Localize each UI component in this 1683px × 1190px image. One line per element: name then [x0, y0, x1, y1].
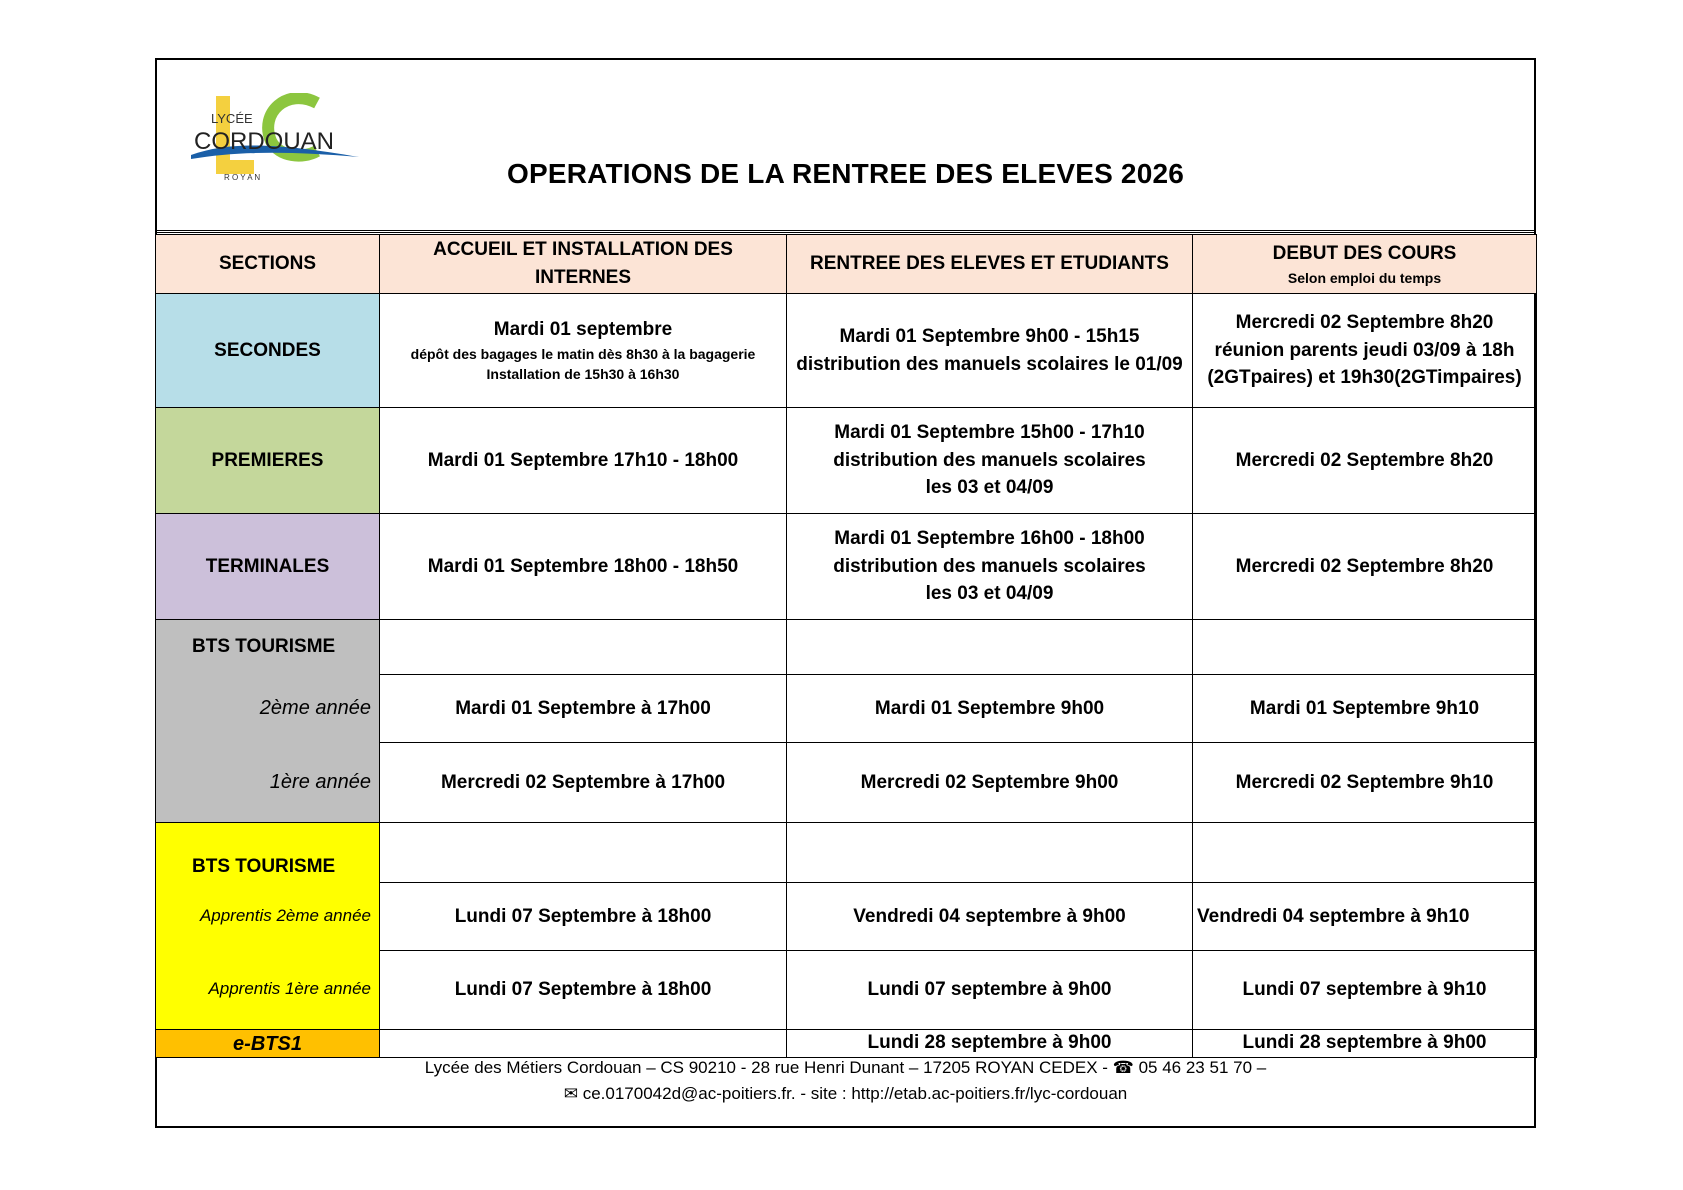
premieres-rentree	[787, 408, 1193, 514]
bts-2e-annee-debut: Mardi 01 Septembre 9h10	[1193, 675, 1537, 743]
ebts-accueil	[380, 1030, 787, 1058]
header-rentree: RENTREE DES ELEVES ET ETUDIANTS	[787, 235, 1193, 294]
terminales-debut: Mercredi 02 Septembre 8h20	[1193, 514, 1537, 620]
table-row-ebts	[156, 1030, 1537, 1058]
secondes-debut-reunion: réunion parents jeudi 03/09 à 18h	[1214, 339, 1515, 361]
bts-1re-annee-rentree: Mercredi 02 Septembre 9h00	[787, 743, 1193, 823]
bts-app-title-rentree-empty	[787, 823, 1193, 883]
section-bts-tourisme-apprentis: BTS TOURISME	[156, 823, 380, 883]
bts-1re-annee-accueil: Mercredi 02 Septembre à 17h00	[380, 743, 787, 823]
header-accueil: ACCUEIL ET INSTALLATION DES INTERNES	[380, 235, 787, 294]
secondes-accueil-bagages: dépôt des bagages le matin dès 8h30 à la bagagerie	[410, 345, 756, 362]
section-terminales: TERMINALES	[156, 514, 380, 620]
bts-app-title-accueil-empty	[380, 823, 787, 883]
bts-app-2e-annee-debut: Vendredi 04 septembre à 9h10	[1193, 883, 1537, 951]
bts-title-accueil-empty	[380, 620, 787, 675]
table-row-bts-1re-annee	[156, 743, 1537, 823]
header-sections: SECTIONS	[156, 235, 380, 294]
section-secondes: SECONDES	[156, 294, 380, 408]
secondes-rentree	[787, 294, 1193, 408]
terminales-rentree-manuels: distribution des manuels scolaires	[833, 555, 1146, 577]
premieres-debut: Mercredi 02 Septembre 8h20	[1193, 408, 1537, 514]
footer-address: Lycée des Métiers Cordouan – CS 90210 - 28 rue Henri Dunant – 17205 ROYAN CEDEX - ☎ 05 46 23 51 70 –	[424, 1058, 1267, 1077]
bts-app-1re-annee-rentree: Lundi 07 septembre à 9h00	[787, 951, 1193, 1030]
secondes-accueil	[380, 294, 787, 408]
premieres-rentree-manuels: distribution des manuels scolaires	[833, 449, 1146, 471]
ebts-debut: Lundi 28 septembre à 9h00	[1193, 1030, 1537, 1058]
table-row-terminales	[156, 514, 1537, 620]
rentree-table	[155, 234, 1537, 1058]
premieres-accueil: Mardi 01 Septembre 17h10 - 18h00	[380, 408, 787, 514]
terminales-rentree-date: Mardi 01 Septembre 16h00 - 18h00	[834, 528, 1145, 550]
logo-text-lycee: LYCÉE	[211, 111, 253, 126]
footer-contact	[155, 1055, 1536, 1107]
header-rule	[155, 230, 1536, 233]
secondes-debut-reunion-groups: (2GTpaires) et 19h30(2GTimpaires)	[1207, 367, 1522, 389]
table-row-bts-app-title	[156, 823, 1537, 883]
terminales-accueil: Mardi 01 Septembre 18h00 - 18h50	[380, 514, 787, 620]
terminales-rentree-dates-manuels: les 03 et 04/09	[925, 583, 1054, 605]
premieres-rentree-date: Mardi 01 Septembre 15h00 - 17h10	[834, 422, 1145, 444]
bts-1re-annee-label: 1ère année	[156, 743, 380, 823]
table-row-secondes	[156, 294, 1537, 408]
table-row-bts-app-2e-annee	[156, 883, 1537, 951]
header-debut-subtitle: Selon emploi du temps	[1287, 269, 1442, 286]
bts-app-title-debut-empty	[1193, 823, 1537, 883]
secondes-rentree-date: Mardi 01 Septembre 9h00 - 15h15	[839, 325, 1140, 347]
section-ebts1: e-BTS1	[156, 1030, 380, 1058]
bts-app-1re-annee-label: Apprentis 1ère année	[156, 951, 380, 1030]
secondes-debut	[1193, 294, 1537, 408]
secondes-accueil-date: Mardi 01 septembre	[493, 319, 673, 341]
table-row-bts-2e-annee	[156, 675, 1537, 743]
logo-text-cordouan: CORDOUAN	[194, 128, 335, 155]
bts-1re-annee-debut: Mercredi 02 Septembre 9h10	[1193, 743, 1537, 823]
table-row-bts-title	[156, 620, 1537, 675]
section-premieres: PREMIERES	[156, 408, 380, 514]
page-title: OPERATIONS DE LA RENTREE DES ELEVES 2026	[506, 158, 1185, 189]
bts-2e-annee-rentree: Mardi 01 Septembre 9h00	[787, 675, 1193, 743]
section-bts-tourisme: BTS TOURISME	[156, 620, 380, 675]
bts-app-2e-annee-label: Apprentis 2ème année	[156, 883, 380, 951]
footer-email-site: ✉ ce.0170042d@ac-poitiers.fr. - site : http://etab.ac-poitiers.fr/lyc-cordouan	[563, 1084, 1128, 1103]
table-header-row	[156, 235, 1537, 294]
bts-app-1re-annee-debut: Lundi 07 septembre à 9h10	[1193, 951, 1537, 1030]
secondes-debut-date: Mercredi 02 Septembre 8h20	[1235, 312, 1494, 334]
premieres-rentree-dates-manuels: les 03 et 04/09	[925, 477, 1054, 499]
terminales-rentree	[787, 514, 1193, 620]
bts-title-rentree-empty	[787, 620, 1193, 675]
secondes-accueil-installation: Installation de 15h30 à 16h30	[486, 366, 680, 383]
table-row-bts-app-1re-annee	[156, 951, 1537, 1030]
secondes-rentree-manuels: distribution des manuels scolaires le 01/09	[796, 353, 1183, 375]
bts-2e-annee-label: 2ème année	[156, 675, 380, 743]
bts-app-2e-annee-rentree: Vendredi 04 septembre à 9h00	[787, 883, 1193, 951]
logo-text-royan: R O Y A N	[224, 173, 261, 182]
bts-title-debut-empty	[1193, 620, 1537, 675]
ebts-rentree: Lundi 28 septembre à 9h00	[787, 1030, 1193, 1058]
bts-2e-annee-accueil: Mardi 01 Septembre à 17h00	[380, 675, 787, 743]
bts-app-2e-annee-accueil: Lundi 07 Septembre à 18h00	[380, 883, 787, 951]
table-row-premieres	[156, 408, 1537, 514]
header-debut	[1193, 235, 1537, 294]
header-debut-title: DEBUT DES COURS	[1272, 243, 1457, 265]
bts-app-1re-annee-accueil: Lundi 07 Septembre à 18h00	[380, 951, 787, 1030]
